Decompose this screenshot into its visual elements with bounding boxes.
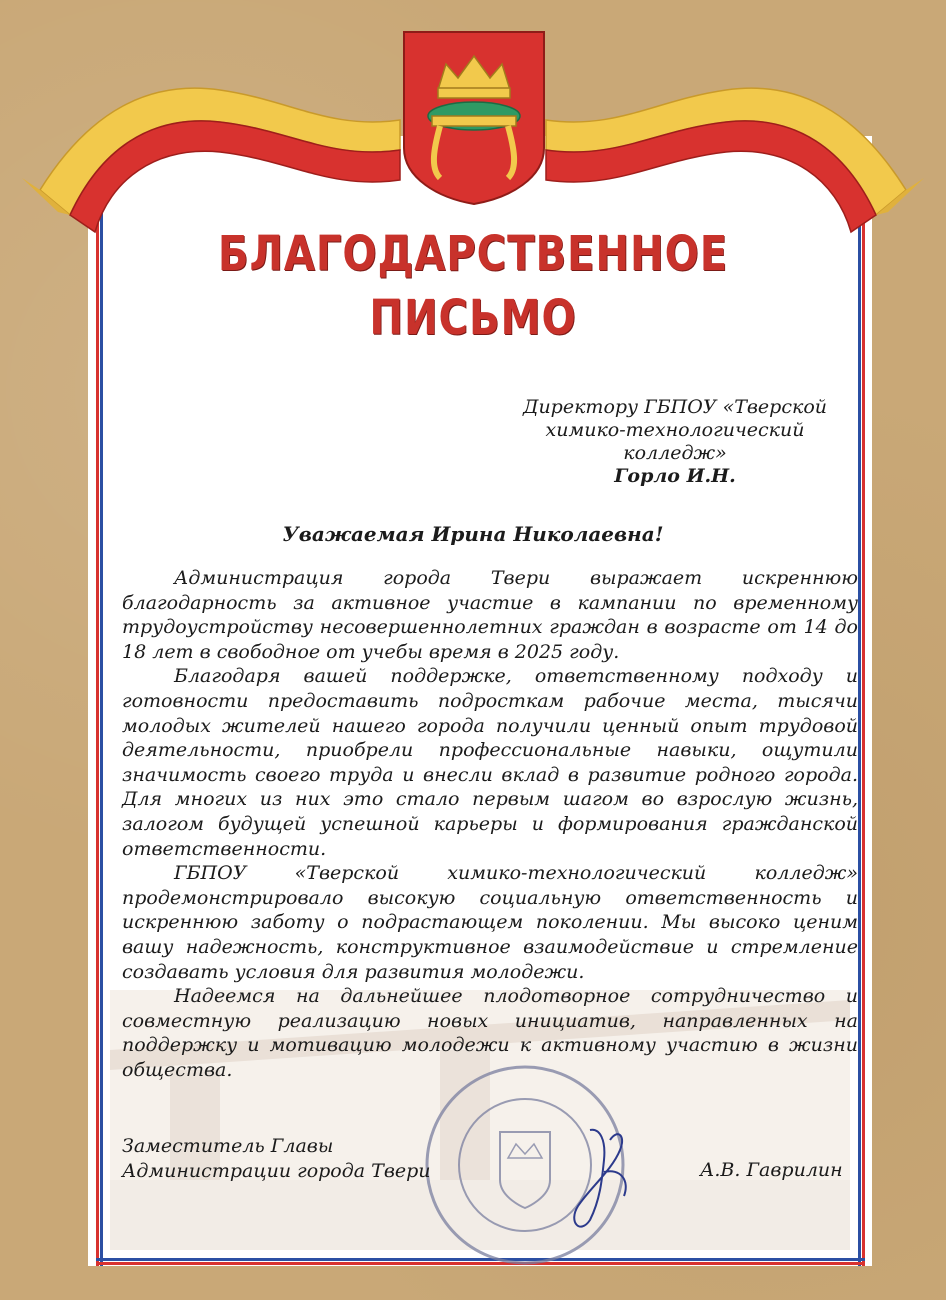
handwritten-signature [560, 1110, 680, 1240]
addressee-name: Горло И.Н. [614, 465, 736, 487]
signer-name: А.В. Гаврилин [700, 1159, 843, 1181]
signer-position [122, 1134, 522, 1184]
addressee-block [470, 396, 880, 488]
body-paragraph: ГБПОУ «Тверской химико-технологический колледж» продемонстрировало высокую социальную ответственность и искреннюю заботу о подрастающем поколении. Мы высоко ценим вашу надежность, конструктивное взаимодействие и стремление создавать условия для развития молодежи. [122, 862, 858, 983]
signer-position-line2: Администрации города Твери [122, 1160, 431, 1182]
addressee-line2: химико-технологический [545, 419, 805, 441]
letter-title-line2: ПИСЬМО [369, 290, 577, 346]
addressee-line3: колледж» [623, 442, 727, 464]
body-paragraph: Администрация города Твери выражает искреннюю благодарность за активное участие в кампании по временному трудоустройству несовершеннолетних граждан в возрасте от 14 до 18 лет в свободное от учебы время в 2025 году. [122, 567, 858, 663]
signer-position-line1: Заместитель Главы [122, 1135, 334, 1157]
body-paragraph: Надеемся на дальнейшее плодотворное сотрудничество и совместную реализацию новых инициатив, направленных на поддержку и мотивацию молодежи к активному участию в жизни общества. [122, 985, 858, 1081]
letter-body [122, 566, 858, 1082]
addressee-line1: Директору ГБПОУ «Тверской [523, 396, 827, 418]
body-paragraph: Благодаря вашей поддержке, ответственному подходу и готовности предоставить подросткам рабочие места, тысячи молодых жителей нашего города получили ценный опыт трудовой деятельности, приобрели профессиональные навыки, ощутили значимость своего труда и внесли вклад в развитие родного города. Для многих из них это стало первым шагом во взрослую жизнь, залогом будущей успешной карьеры и формирования гражданской ответственности. [122, 665, 858, 860]
coat-of-arms-icon [400, 28, 548, 208]
greeting: Уважаемая Ирина Николаевна! [282, 522, 664, 546]
letter-title-line1: БЛАГОДАРСТВЕННОЕ [217, 226, 729, 282]
